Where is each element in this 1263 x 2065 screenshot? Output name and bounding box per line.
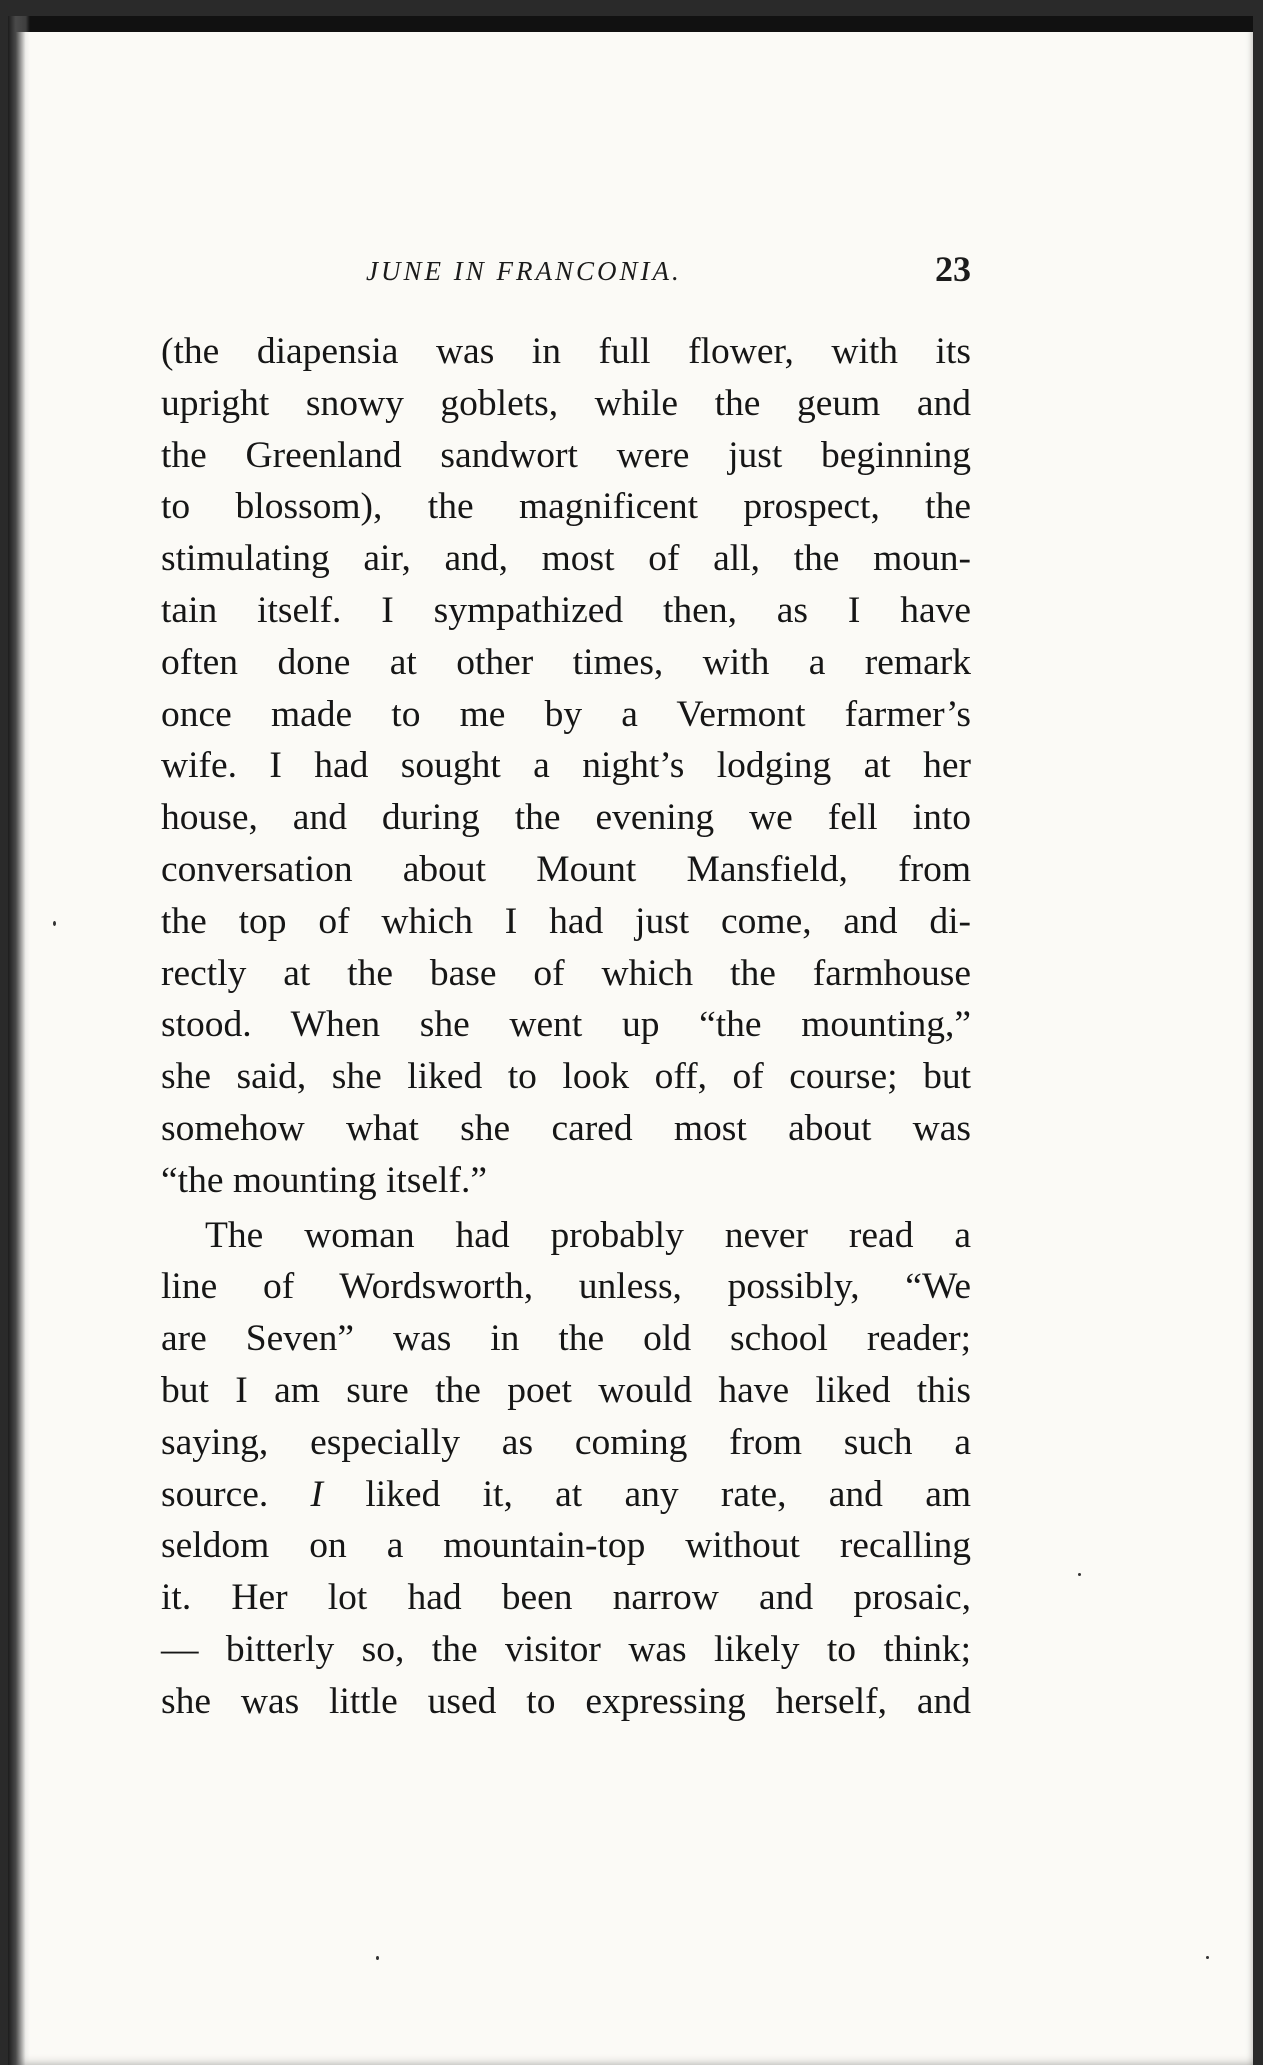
text-line: — bitterly so, the visitor was likely to think; — [161, 1628, 971, 1670]
text-line: she was little used to expressing herself, and — [161, 1680, 971, 1722]
page-number: 23 — [935, 249, 971, 289]
text-line: “the mounting itself.” — [161, 1159, 487, 1201]
book-page — [8, 16, 1253, 2065]
text-line: wife. I had sought a night’s lodging at her — [161, 745, 971, 787]
scan-speck — [53, 921, 56, 926]
running-title: JUNE IN FRANCONIA. — [366, 256, 682, 286]
scan-speck — [376, 1956, 379, 1960]
text-line: somehow what she cared most about was — [161, 1107, 971, 1149]
body-text — [161, 326, 971, 1728]
text-fragment: liked it, at any rate, and am — [365, 1473, 972, 1515]
text-fragment: source. — [161, 1473, 269, 1515]
text-line: once made to me by a Vermont farmer’s — [161, 693, 971, 735]
text-line: it. Her lot had been narrow and prosaic, — [161, 1577, 971, 1619]
scan-speck — [1078, 1573, 1081, 1576]
text-line: the Greenland sandwort were just beginning — [161, 434, 971, 476]
scan-top-edge — [8, 16, 1253, 32]
text-line: the top of which I had just come, and di- — [161, 900, 971, 942]
text-line: are Seven” was in the old school reader; — [161, 1318, 971, 1360]
text-line: conversation about Mount Mansfield, from — [161, 848, 971, 890]
text-line: stimulating air, and, most of all, the moun- — [161, 538, 971, 580]
italic-pronoun: I — [310, 1473, 324, 1515]
text-line: rectly at the base of which the farmhouse — [161, 952, 971, 994]
running-head — [161, 248, 971, 298]
scan-gutter-shadow — [8, 16, 30, 2065]
text-line: saying, especially as coming from such a — [161, 1421, 971, 1463]
text-line: The woman had probably never read a — [205, 1214, 971, 1256]
text-line: seldom on a mountain-top without recalling — [161, 1525, 971, 1567]
text-line: stood. When she went up “the mounting,” — [161, 1004, 971, 1046]
text-line: but I am sure the poet would have liked this — [161, 1369, 971, 1411]
text-line-with-italic — [161, 1469, 971, 1521]
scan-speck — [1206, 1956, 1209, 1959]
text-line: house, and during the evening we fell into — [161, 797, 971, 839]
text-line: upright snowy goblets, while the geum and — [161, 382, 971, 424]
text-line: she said, she liked to look off, of course; but — [161, 1056, 971, 1098]
text-line: line of Wordsworth, unless, possibly, “We — [161, 1266, 971, 1308]
text-line: often done at other times, with a remark — [161, 641, 971, 683]
text-line: tain itself. I sympathized then, as I have — [161, 589, 971, 631]
text-line: (the diapensia was in full flower, with its — [161, 331, 971, 372]
text-line: to blossom), the magnificent prospect, the — [161, 486, 971, 528]
